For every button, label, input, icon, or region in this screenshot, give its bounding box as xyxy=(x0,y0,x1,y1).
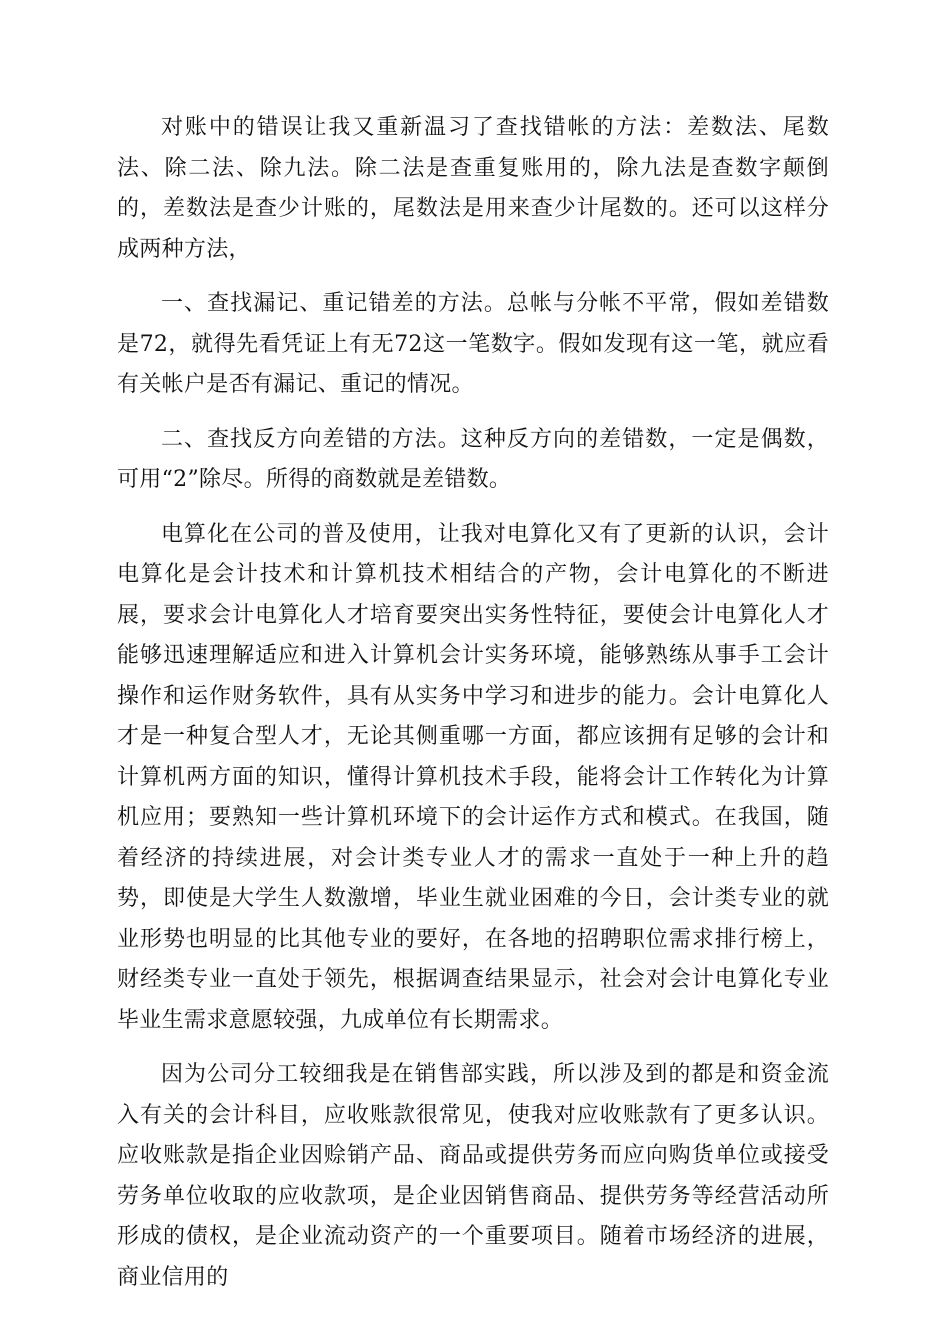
paragraph-error-finding-methods: 对账中的错误让我又重新温习了查找错帐的方法：差数法、尾数法、除二法、除九法。除二法是查重复账用的，除九法是查数字颠倒的，差数法是查少计账的，尾数法是用来查少计尾数的。还可以这样分成两种方法， xyxy=(117,115,829,262)
paragraph-method-two: 二、查找反方向差错的方法。这种反方向的差错数，一定是偶数，可用“2”除尽。所得的商数就是差错数。 xyxy=(117,426,829,492)
paragraph-accounts-receivable: 因为公司分工较细我是在销售部实践，所以涉及到的都是和资金流入有关的会计科目，应收账款很常见，使我对应收账款有了更多认识。应收账款是指企业因赊销产品、商品或提供劳务而应向购货单位或接受劳务单位收取的应收款项，是企业因销售商品、提供劳务等经营活动所形成的债权，是企业流动资产的一个重要项目。随着市场经济的进展，商业信用的 xyxy=(117,1062,829,1290)
paragraph-computerized-accounting: 电算化在公司的普及使用，让我对电算化又有了更新的认识，会计电算化是会计技术和计算机技术相结合的产物，会计电算化的不断进展，要求会计电算化人才培育要突出实务性特征，要使会计电算化人才能够迅速理解适应和进入计算机会计实务环境，能够熟练从事手工会计操作和运作财务软件，具有从实务中学习和进步的能力。会计电算化人才是一种复合型人才，无论其侧重哪一方面，都应该拥有足够的会计和计算机两方面的知识，懂得计算机技术手段，能将会计工作转化为计算机应用；要熟知一些计算机环境下的会计运作方式和模式。在我国，随着经济的持续进展，对会计类专业人才的需求一直处于一种上升的趋势，即使是大学生人数激增，毕业生就业困难的今日，会计类专业的就业形势也明显的比其他专业的要好，在各地的招聘职位需求排行榜上，财经类专业一直处于领先，根据调查结果显示，社会对会计电算化专业毕业生需求意愿较强，九成单位有长期需求。 xyxy=(117,521,829,1033)
document-body xyxy=(117,108,829,1298)
paragraph-method-one: 一、查找漏记、重记错差的方法。总帐与分帐不平常，假如差错数是72，就得先看凭证上有无72这一笔数字。假如发现有这一笔，就应看有关帐户是否有漏记、重记的情况。 xyxy=(117,291,829,397)
